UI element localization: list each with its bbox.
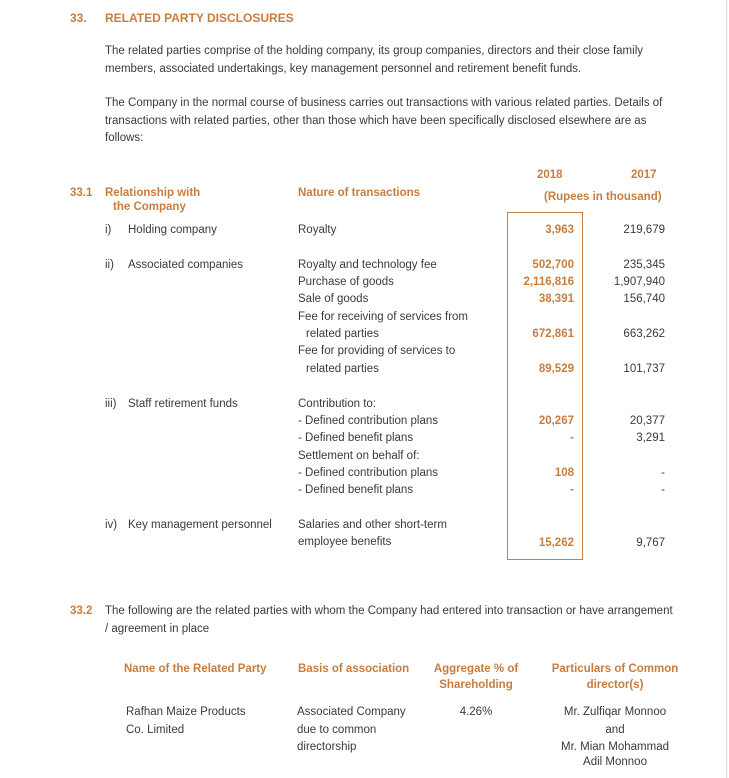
- kmp-index: iv): [105, 519, 118, 531]
- assoc-royalty-2018: 502,700: [532, 259, 574, 271]
- basis-line-1: Associated Company: [297, 706, 406, 718]
- staff-contribution-to: Contribution to:: [298, 398, 376, 410]
- staff-contrib-dc-2017: 20,377: [629, 415, 665, 427]
- staff-settle-dc-2018: 108: [554, 467, 574, 479]
- assoc-purchase-2017: 1,907,940: [613, 276, 665, 288]
- party-name-line-1: Rafhan Maize Products: [126, 706, 246, 718]
- staff-label: Staff retirement funds: [128, 398, 238, 410]
- staff-contrib-db-2017: 3,291: [636, 432, 665, 444]
- assoc-fee-receiving-2017: 663,262: [623, 328, 665, 340]
- nature-header: Nature of transactions: [298, 187, 421, 199]
- assoc-fee-providing-2017: 101,737: [623, 363, 665, 375]
- page-edge-divider: [726, 0, 727, 778]
- party-name-line-2: Co. Limited: [126, 724, 185, 736]
- director-line-2: and: [605, 724, 625, 736]
- kmp-label: Key management personnel: [128, 519, 272, 531]
- kmp-2017: 9,767: [636, 537, 665, 549]
- kmp-2018: 15,262: [538, 537, 574, 549]
- kmp-text-line-2: employee benefits: [298, 536, 392, 548]
- staff-index: iii): [105, 398, 117, 410]
- staff-settle-db-2018: -: [570, 484, 574, 496]
- staff-contrib-dc-text: - Defined contribution plans: [298, 415, 438, 427]
- particulars-header-line-1: Particulars of Common: [551, 663, 679, 675]
- associated-index: ii): [105, 259, 114, 271]
- staff-contrib-db-2018: -: [570, 432, 574, 444]
- kmp-text-line-1: Salaries and other short-term: [298, 519, 447, 531]
- section-number: 33.: [70, 11, 87, 25]
- staff-settle-db-2017: -: [661, 484, 665, 496]
- assoc-royalty-text: Royalty and technology fee: [298, 259, 437, 271]
- intro-paragraph-2: [105, 95, 662, 148]
- holding-index: i): [105, 224, 112, 236]
- aggregate-header-line-2: Shareholding: [439, 679, 513, 691]
- intro-paragraph-2-line-1: The Company in the normal course of business carries out transactions with various related parties. Details of: [105, 97, 663, 109]
- staff-contrib-db-text: - Defined benefit plans: [298, 432, 414, 444]
- party-name-header: Name of the Related Party: [124, 663, 267, 675]
- director-line-1: Mr. Zulfiqar Monnoo: [563, 706, 667, 718]
- subsection-332-intro-line-2: / agreement in place: [105, 623, 210, 635]
- assoc-fee-providing-line-2: related parties: [306, 363, 379, 375]
- assoc-sale-2017: 156,740: [623, 293, 665, 305]
- holding-royalty-2017: 219,679: [623, 224, 665, 236]
- director-line-4: Adil Monnoo: [583, 756, 647, 768]
- staff-contrib-dc-2018: 20,267: [538, 415, 574, 427]
- basis-header: Basis of association: [298, 663, 410, 675]
- staff-settle-dc-text: - Defined contribution plans: [298, 467, 438, 479]
- staff-settle-dc-2017: -: [661, 467, 665, 479]
- assoc-fee-receiving-line-2: related parties: [306, 328, 379, 340]
- associated-label: Associated companies: [128, 259, 244, 271]
- basis-line-3: directorship: [297, 741, 357, 753]
- intro-paragraph-2-line-3: follows:: [105, 132, 144, 144]
- basis-line-2: due to common: [297, 724, 377, 736]
- assoc-fee-receiving-2018: 672,861: [532, 328, 574, 340]
- section-title: RELATED PARTY DISCLOSURES: [105, 11, 294, 25]
- units-label: (Rupees in thousand): [544, 191, 662, 203]
- assoc-purchase-text: Purchase of goods: [298, 276, 394, 288]
- assoc-fee-providing-line-1: Fee for providing of services to: [298, 345, 456, 357]
- subsection-331-number: 33.1: [70, 187, 93, 199]
- holding-royalty-2018: 3,963: [545, 224, 574, 236]
- assoc-purchase-2018: 2,116,816: [523, 276, 574, 288]
- assoc-fee-providing-2018: 89,529: [538, 363, 574, 375]
- assoc-royalty-2017: 235,345: [623, 259, 665, 271]
- staff-settlement-label: Settlement on behalf of:: [298, 450, 420, 462]
- assoc-fee-receiving-line-1: Fee for receiving of services from: [298, 311, 469, 323]
- shareholding-value: 4.26%: [459, 706, 493, 718]
- intro-paragraph-1-line-2: members, associated undertakings, key management personnel and retirement benefit funds.: [105, 62, 582, 75]
- director-line-3: Mr. Mian Mohammad: [560, 741, 669, 753]
- holding-label: Holding company: [128, 224, 217, 236]
- assoc-sale-2018: 38,391: [538, 293, 574, 305]
- subsection-332-number: 33.2: [70, 605, 93, 617]
- subsection-332-intro-line-1: The following are the related parties with whom the Company had entered into transaction or have arrangement: [105, 605, 673, 617]
- holding-royalty-text: Royalty: [298, 224, 337, 236]
- intro-paragraph-2-line-2: transactions with related parties, other than those which have been specifically disclosed elsewhere are as: [105, 114, 647, 127]
- year-2018-header: 2018: [537, 169, 563, 181]
- staff-settle-db-text: - Defined benefit plans: [298, 484, 414, 496]
- assoc-sale-text: Sale of goods: [298, 293, 369, 305]
- aggregate-header-line-1: Aggregate % of: [433, 663, 519, 675]
- relationship-header-line-2: the Company: [113, 201, 186, 213]
- relationship-header-line-1: Relationship with: [105, 187, 201, 199]
- year-2017-header: 2017: [631, 169, 657, 181]
- intro-paragraph-1: [105, 43, 643, 78]
- intro-paragraph-1-line-1: The related parties comprise of the holding company, its group companies, directors and their close family: [105, 45, 643, 57]
- particulars-header-line-2: director(s): [586, 679, 644, 691]
